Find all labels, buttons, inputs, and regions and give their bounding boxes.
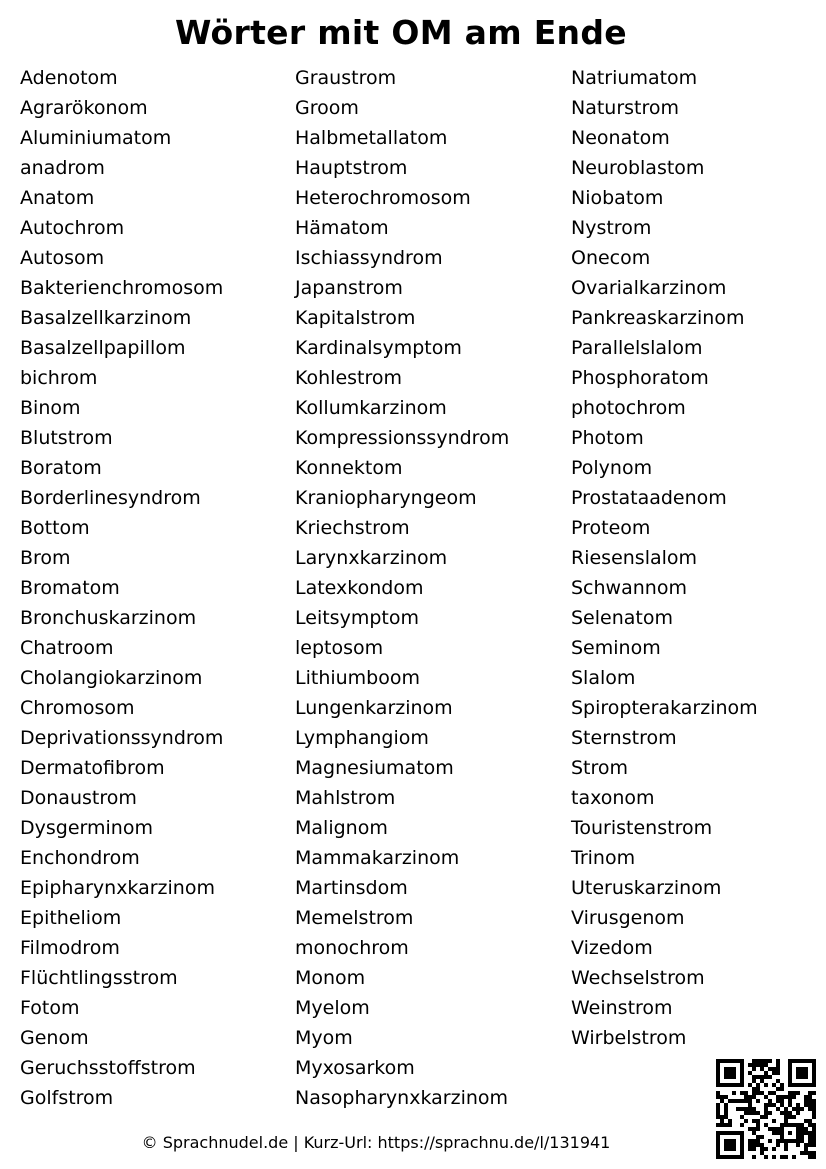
word-item: Aluminiumatom xyxy=(20,127,172,149)
word-item: Trinom xyxy=(571,847,636,869)
word-item: Touristenstrom xyxy=(571,817,713,839)
word-item: Geruchsstoffstrom xyxy=(20,1057,196,1079)
word-item: Selenatom xyxy=(571,607,673,629)
word-item: Mahlstrom xyxy=(295,787,396,809)
word-item: Kompressionssyndrom xyxy=(295,427,510,449)
word-item: Wirbelstrom xyxy=(571,1027,687,1049)
word-item: Vizedom xyxy=(571,937,653,959)
word-item: Chatroom xyxy=(20,637,114,659)
word-item: Pankreaskarzinom xyxy=(571,307,745,329)
word-item: Genom xyxy=(20,1027,89,1049)
word-item: anadrom xyxy=(20,157,105,179)
word-item: Epitheliom xyxy=(20,907,122,929)
word-item: Slalom xyxy=(571,667,636,689)
word-item: Memelstrom xyxy=(295,907,414,929)
word-item: Chromosom xyxy=(20,697,135,719)
word-item: Lymphangiom xyxy=(295,727,429,749)
word-item: Heterochromosom xyxy=(295,187,471,209)
word-item: Basalzellkarzinom xyxy=(20,307,192,329)
word-item: Kardinalsymptom xyxy=(295,337,462,359)
word-item: Golfstrom xyxy=(20,1087,114,1109)
word-item: Autosom xyxy=(20,247,105,269)
word-item: Niobatom xyxy=(571,187,664,209)
word-item: Latexkondom xyxy=(295,577,424,599)
word-item: Kollumkarzinom xyxy=(295,397,447,419)
word-item: Phosphoratom xyxy=(571,367,709,389)
word-item: Japanstrom xyxy=(295,277,403,299)
word-item: Flüchtlingsstrom xyxy=(20,967,178,989)
word-item: Prostataadenom xyxy=(571,487,727,509)
word-item: Neuroblastom xyxy=(571,157,705,179)
word-item: Bronchuskarzinom xyxy=(20,607,197,629)
word-item: Donaustrom xyxy=(20,787,137,809)
word-item: Monom xyxy=(295,967,366,989)
word-item: Leitsymptom xyxy=(295,607,419,629)
word-item: Borderlinesyndrom xyxy=(20,487,201,509)
word-item: monochrom xyxy=(295,937,409,959)
word-item: Binom xyxy=(20,397,81,419)
word-item: taxonom xyxy=(571,787,655,809)
word-item: Riesenslalom xyxy=(571,547,698,569)
word-item: Graustrom xyxy=(295,67,397,89)
word-item: Natriumatom xyxy=(571,67,698,89)
word-item: Halbmetallatom xyxy=(295,127,448,149)
word-item: Bottom xyxy=(20,517,90,539)
word-item: Onecom xyxy=(571,247,651,269)
word-item: Dysgerminom xyxy=(20,817,153,839)
word-item: Filmodrom xyxy=(20,937,120,959)
word-item: Wechselstrom xyxy=(571,967,705,989)
word-item: Myom xyxy=(295,1027,353,1049)
word-column-3 xyxy=(571,63,758,1053)
word-item: Martinsdom xyxy=(295,877,408,899)
word-item: Photom xyxy=(571,427,644,449)
word-item: Nasopharynxkarzinom xyxy=(295,1087,509,1109)
word-item: Adenotom xyxy=(20,67,118,89)
word-item: Ovarialkarzinom xyxy=(571,277,727,299)
word-item: Kraniopharyngeom xyxy=(295,487,477,509)
page-title: Wörter mit OM am Ende xyxy=(175,13,627,52)
word-item: Autochrom xyxy=(20,217,125,239)
word-item: Deprivationssyndrom xyxy=(20,727,224,749)
word-item: Schwannom xyxy=(571,577,687,599)
word-item: bichrom xyxy=(20,367,98,389)
word-item: Kapitalstrom xyxy=(295,307,416,329)
word-item: Brom xyxy=(20,547,71,569)
word-item: Nystrom xyxy=(571,217,652,239)
word-item: Agrarökonom xyxy=(20,97,148,119)
word-item: Magnesiumatom xyxy=(295,757,454,779)
word-item: Larynxkarzinom xyxy=(295,547,448,569)
word-item: Cholangiokarzinom xyxy=(20,667,203,689)
word-column-1 xyxy=(20,63,223,1113)
word-item: Polynom xyxy=(571,457,653,479)
word-item: leptosom xyxy=(295,637,384,659)
word-item: Konnektom xyxy=(295,457,403,479)
word-item: Ischiassyndrom xyxy=(295,247,443,269)
word-item: Groom xyxy=(295,97,359,119)
word-item: Blutstrom xyxy=(20,427,113,449)
word-item: Anatom xyxy=(20,187,95,209)
footer-credit: © Sprachnudel.de | Kurz-Url: https://sprachnu.de/l/131941 xyxy=(141,1133,611,1152)
word-column-2 xyxy=(295,63,509,1113)
word-item: Boratom xyxy=(20,457,102,479)
word-item: Virusgenom xyxy=(571,907,685,929)
word-item: Spiropterakarzinom xyxy=(571,697,758,719)
word-item: Lithiumboom xyxy=(295,667,421,689)
word-item: Hauptstrom xyxy=(295,157,408,179)
word-item: Basalzellpapillom xyxy=(20,337,186,359)
word-item: photochrom xyxy=(571,397,686,419)
word-item: Hämatom xyxy=(295,217,389,239)
word-item: Strom xyxy=(571,757,629,779)
word-item: Bromatom xyxy=(20,577,120,599)
qr-code-icon xyxy=(716,1059,816,1159)
word-item: Epipharynxkarzinom xyxy=(20,877,215,899)
word-item: Weinstrom xyxy=(571,997,673,1019)
word-item: Naturstrom xyxy=(571,97,680,119)
word-item: Seminom xyxy=(571,637,661,659)
word-item: Parallelslalom xyxy=(571,337,703,359)
word-item: Fotom xyxy=(20,997,80,1019)
word-item: Kohlestrom xyxy=(295,367,403,389)
word-item: Sternstrom xyxy=(571,727,677,749)
word-item: Dermatofibrom xyxy=(20,757,165,779)
word-item: Enchondrom xyxy=(20,847,140,869)
word-item: Proteom xyxy=(571,517,651,539)
word-item: Neonatom xyxy=(571,127,670,149)
word-item: Malignom xyxy=(295,817,388,839)
word-item: Bakterienchromosom xyxy=(20,277,224,299)
word-item: Lungenkarzinom xyxy=(295,697,453,719)
word-item: Myxosarkom xyxy=(295,1057,415,1079)
word-item: Myelom xyxy=(295,997,370,1019)
word-item: Uteruskarzinom xyxy=(571,877,722,899)
word-item: Kriechstrom xyxy=(295,517,410,539)
word-item: Mammakarzinom xyxy=(295,847,460,869)
